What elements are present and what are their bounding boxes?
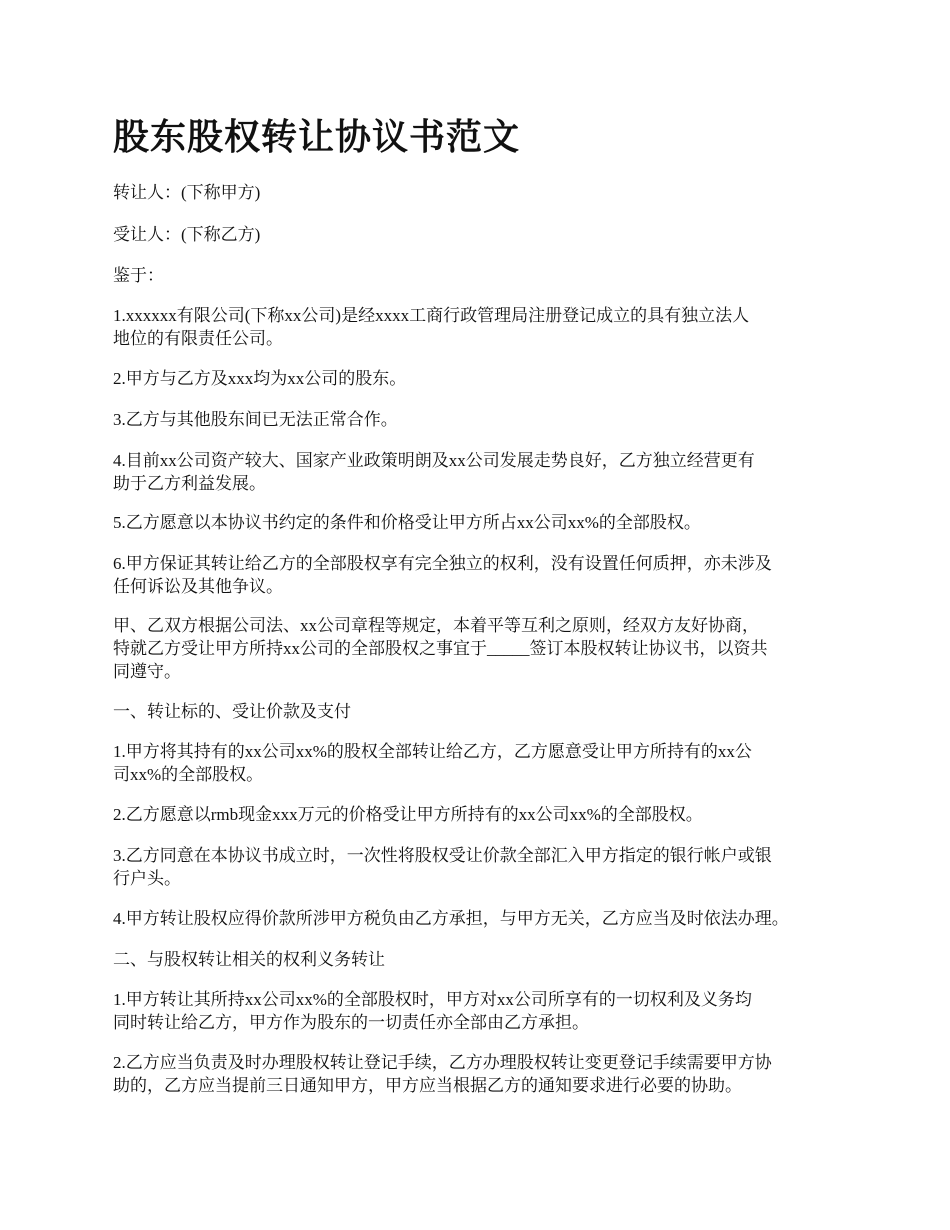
- paragraph-recital-4: [113, 449, 848, 495]
- paragraph-line: 2.乙方应当负责及时办理股权转让登记手续，乙方办理股权转让变更登记手续需要甲方协: [113, 1053, 772, 1072]
- paragraph-agreement-intro: [113, 614, 848, 683]
- section-heading-1: [113, 700, 848, 723]
- paragraph-line: 1.xxxxxx有限公司(下称xx公司)是经xxxx工商行政管理局注册登记成立的具有独立法人: [113, 306, 750, 325]
- paragraph-line: 转让人：(下称甲方): [113, 183, 261, 202]
- paragraph-line: 3.乙方与其他股东间已无法正常合作。: [113, 410, 398, 429]
- paragraph-transferee: [113, 223, 848, 246]
- paragraph-recital-6: [113, 552, 848, 598]
- paragraph-line: 同时转让给乙方，甲方作为股东的一切责任亦全部由乙方承担。: [113, 1013, 589, 1032]
- document-title: 股东股权转让协议书范文: [113, 117, 521, 157]
- paragraph-line: 1.甲方转让其所持xx公司xx%的全部股权时，甲方对xx公司所享有的一切权利及义务均: [113, 990, 752, 1009]
- paragraph-clause-1-1: [113, 740, 848, 786]
- paragraph-line: 1.甲方将其持有的xx公司xx%的股权全部转让给乙方，乙方愿意受让甲方所持有的xx公: [113, 742, 752, 761]
- paragraph-clause-1-4: [113, 907, 848, 930]
- paragraph-line: 助的，乙方应当提前三日通知甲方，甲方应当根据乙方的通知要求进行必要的协助。: [113, 1076, 742, 1095]
- paragraph-line: 特就乙方受让甲方所持xx公司的全部股权之事宜于_____签订本股权转让协议书，以资共: [113, 639, 768, 658]
- paragraph-line: 一、转让标的、受让价款及支付: [113, 702, 351, 721]
- paragraph-line: 6.甲方保证其转让给乙方的全部股权享有完全独立的权利，没有设置任何质押，亦未涉及: [113, 554, 772, 573]
- paragraph-line: 鉴于：: [113, 266, 164, 285]
- paragraph-line: 司xx%的全部股权。: [113, 765, 264, 784]
- paragraph-line: 4.甲方转让股权应得价款所涉甲方税负由乙方承担，与甲方无关，乙方应当及时依法办理。: [113, 909, 789, 928]
- paragraph-line: 4.目前xx公司资产较大、国家产业政策明朗及xx公司发展走势良好，乙方独立经营更有: [113, 451, 755, 470]
- paragraph-line: 地位的有限责任公司。: [113, 329, 283, 348]
- paragraph-clause-1-3: [113, 844, 848, 890]
- section-heading-2: [113, 948, 848, 971]
- paragraph-line: 行户头。: [113, 869, 181, 888]
- paragraph-line: 受让人：(下称乙方): [113, 225, 261, 244]
- paragraph-recital-1: [113, 304, 848, 350]
- paragraph-recital-2: [113, 367, 848, 390]
- paragraph-transferor: [113, 181, 848, 204]
- paragraph-recital-5: [113, 511, 848, 534]
- paragraph-line: 2.甲方与乙方及xxx均为xx公司的股东。: [113, 369, 407, 388]
- paragraph-line: 任何诉讼及其他争议。: [113, 577, 283, 596]
- paragraph-line: 同遵守。: [113, 662, 181, 681]
- paragraph-line: 甲、乙双方根据公司法、xx公司章程等规定，本着平等互利之原则，经双方友好协商，: [113, 616, 759, 635]
- paragraph-line: 助于乙方利益发展。: [113, 474, 266, 493]
- paragraph-recital-3: [113, 408, 848, 431]
- paragraph-line: 5.乙方愿意以本协议书约定的条件和价格受让甲方所占xx公司xx%的全部股权。: [113, 513, 701, 532]
- paragraph-line: 二、与股权转让相关的权利义务转让: [113, 950, 385, 969]
- paragraph-clause-1-2: [113, 803, 848, 826]
- paragraph-clause-2-2: [113, 1051, 848, 1097]
- paragraph-whereas: [113, 264, 848, 287]
- paragraph-line: 3.乙方同意在本协议书成立时，一次性将股权受让价款全部汇入甲方指定的银行帐户或银: [113, 846, 772, 865]
- paragraph-line: 2.乙方愿意以rmb现金xxx万元的价格受让甲方所持有的xx公司xx%的全部股权。: [113, 805, 703, 824]
- paragraph-clause-2-1: [113, 988, 848, 1034]
